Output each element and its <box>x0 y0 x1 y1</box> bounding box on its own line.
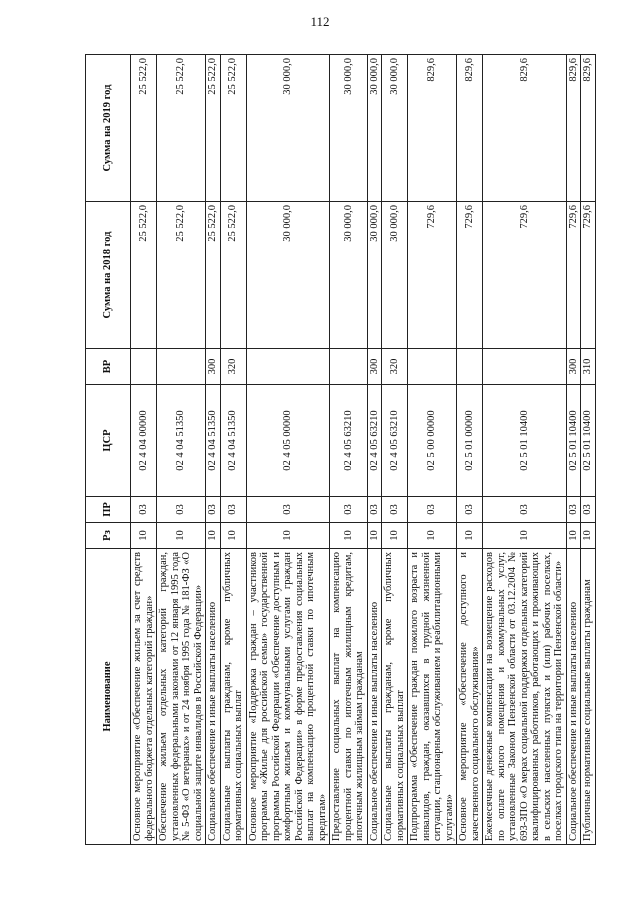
row-pr-cell: 03 <box>206 497 221 523</box>
header-pr: ПР <box>86 497 131 523</box>
row-sum-2018-cell: 25 522,0 <box>206 202 221 349</box>
row-rz-cell: 10 <box>367 523 382 549</box>
row-rz-cell: 10 <box>246 523 330 549</box>
header-csr: ЦСР <box>86 385 131 497</box>
row-rz-cell: 10 <box>157 523 206 549</box>
row-rz-cell: 10 <box>408 523 457 549</box>
row-csr-cell: 02 5 01 00000 <box>457 385 483 497</box>
table-row <box>330 55 368 845</box>
row-name-cell: Социальные выплаты гражданам, кроме публичных нормативных социальных выплат <box>220 549 246 845</box>
row-sum-2019-cell: 30 000,0 <box>246 55 330 202</box>
row-vr-cell: 320 <box>220 349 246 385</box>
row-rz-cell: 10 <box>457 523 483 549</box>
row-vr-cell <box>131 349 157 385</box>
row-sum-2019-cell: 829,6 <box>483 55 567 202</box>
table-row <box>206 55 221 845</box>
row-rz-cell: 10 <box>566 523 581 549</box>
row-sum-2018-cell: 25 522,0 <box>220 202 246 349</box>
row-csr-cell: 02 5 01 10400 <box>581 385 596 497</box>
table-row <box>483 55 567 845</box>
row-rz-cell: 10 <box>220 523 246 549</box>
row-sum-2019-cell: 25 522,0 <box>220 55 246 202</box>
row-name-cell: Социальные выплаты гражданам, кроме публичных нормативных социальных выплат <box>382 549 408 845</box>
row-sum-2018-cell: 30 000,0 <box>246 202 330 349</box>
row-vr-cell: 300 <box>566 349 581 385</box>
row-sum-2018-cell: 729,6 <box>483 202 567 349</box>
row-name-cell: Публичные нормативные социальные выплаты гражданам <box>581 549 596 845</box>
row-name-cell: Подпрограмма «Обеспечение граждан пожилого возраста и инвалидов, граждан, оказавшихся в трудной жизненной ситуации, стационарным обслуживанием и реабилитационными услугами» <box>408 549 457 845</box>
table-body <box>131 55 596 845</box>
row-vr-cell: 310 <box>581 349 596 385</box>
row-vr-cell <box>330 349 368 385</box>
row-name-cell: Социальное обеспечение и иные выплаты населению <box>367 549 382 845</box>
row-sum-2018-cell: 729,6 <box>457 202 483 349</box>
row-vr-cell <box>408 349 457 385</box>
row-csr-cell: 02 4 04 00000 <box>131 385 157 497</box>
header-sum-2018: Сумма на 2018 год <box>86 202 131 349</box>
row-sum-2019-cell: 829,6 <box>408 55 457 202</box>
row-sum-2019-cell: 25 522,0 <box>131 55 157 202</box>
header-sum-2019: Сумма на 2019 год <box>86 55 131 202</box>
row-rz-cell: 10 <box>206 523 221 549</box>
row-vr-cell: 320 <box>382 349 408 385</box>
row-pr-cell: 03 <box>408 497 457 523</box>
row-rz-cell: 10 <box>382 523 408 549</box>
row-vr-cell: 300 <box>206 349 221 385</box>
table-row <box>581 55 596 845</box>
row-rz-cell: 10 <box>131 523 157 549</box>
row-name-cell: Основное мероприятие «Обеспечение жильем за счет средств федерального бюджета отдельных категорий граждан» <box>131 549 157 845</box>
row-pr-cell: 03 <box>157 497 206 523</box>
row-sum-2019-cell: 30 000,0 <box>382 55 408 202</box>
row-pr-cell: 03 <box>330 497 368 523</box>
table-row <box>382 55 408 845</box>
row-csr-cell: 02 4 04 51350 <box>220 385 246 497</box>
budget-table <box>85 54 596 845</box>
row-vr-cell: 300 <box>367 349 382 385</box>
row-name-cell: Основное мероприятие «Поддержка граждан – участников программы «Жилье для российской семьи» государственной программы Российской Федерации «Обеспечение доступным и комфортным жильем и коммунальными услугами граждан Российской Федерации» в форме предоставления социальных выплат на компенсацию процентной ставки по ипотечным кредитам» <box>246 549 330 845</box>
row-sum-2019-cell: 30 000,0 <box>367 55 382 202</box>
row-csr-cell: 02 4 04 51350 <box>157 385 206 497</box>
table-row <box>157 55 206 845</box>
row-sum-2018-cell: 729,6 <box>408 202 457 349</box>
table-row <box>566 55 581 845</box>
row-csr-cell: 02 4 05 00000 <box>246 385 330 497</box>
row-pr-cell: 03 <box>581 497 596 523</box>
row-sum-2018-cell: 30 000,0 <box>330 202 368 349</box>
table-row <box>246 55 330 845</box>
row-vr-cell <box>246 349 330 385</box>
table-row <box>457 55 483 845</box>
row-csr-cell: 02 5 00 00000 <box>408 385 457 497</box>
row-sum-2019-cell: 829,6 <box>566 55 581 202</box>
row-name-cell: Обеспечение жильем отдельных категорий граждан, установленных федеральными законами от 12 января 1995 года № 5-ФЗ «О ветеранах» и от 24 ноября 1995 года № 181-ФЗ «О социальной защите инвалидов в Российской Федерации» <box>157 549 206 845</box>
row-pr-cell: 03 <box>220 497 246 523</box>
row-sum-2018-cell: 25 522,0 <box>131 202 157 349</box>
row-name-cell: Ежемесячные денежные компенсации на возмещение расходов по оплате жилого помещения и коммунальных услуг, установленные Законом Пензенской области от 03.12.2004 № 693-ЗПО «О мерах социальной поддержки отдельных категорий квалифицированных работников, работающих и проживающих в сельских населенных пунктах и (или) рабочих поселках, поселках городского типа на территории Пензенской области» <box>483 549 567 845</box>
row-csr-cell: 02 5 01 10400 <box>483 385 567 497</box>
rotated-table-container <box>85 55 630 845</box>
row-pr-cell: 03 <box>483 497 567 523</box>
row-csr-cell: 02 4 04 51350 <box>206 385 221 497</box>
row-name-cell: Социальное обеспечение и иные выплаты населению <box>566 549 581 845</box>
row-sum-2019-cell: 30 000,0 <box>330 55 368 202</box>
row-sum-2019-cell: 25 522,0 <box>206 55 221 202</box>
row-sum-2019-cell: 829,6 <box>457 55 483 202</box>
table-row <box>131 55 157 845</box>
row-sum-2019-cell: 829,6 <box>581 55 596 202</box>
row-csr-cell: 02 4 05 63210 <box>382 385 408 497</box>
header-vr: ВР <box>86 349 131 385</box>
row-vr-cell <box>483 349 567 385</box>
row-sum-2018-cell: 729,6 <box>581 202 596 349</box>
row-rz-cell: 10 <box>581 523 596 549</box>
row-name-cell: Предоставление социальных выплат на компенсацию процентной ставки по ипотечным жилищным кредитам, ипотечным жилищным займам гражданам <box>330 549 368 845</box>
row-name-cell: Основное мероприятие «Обеспечение доступного и качественного социального обслуживания» <box>457 549 483 845</box>
row-pr-cell: 03 <box>382 497 408 523</box>
row-sum-2018-cell: 30 000,0 <box>367 202 382 349</box>
row-csr-cell: 02 5 01 10400 <box>566 385 581 497</box>
table-row <box>408 55 457 845</box>
row-name-cell: Социальное обеспечение и иные выплаты населению <box>206 549 221 845</box>
page-number: 112 <box>310 14 330 29</box>
row-pr-cell: 03 <box>246 497 330 523</box>
table-row <box>220 55 246 845</box>
row-sum-2018-cell: 30 000,0 <box>382 202 408 349</box>
row-pr-cell: 03 <box>566 497 581 523</box>
table-row <box>367 55 382 845</box>
row-rz-cell: 10 <box>330 523 368 549</box>
row-vr-cell <box>157 349 206 385</box>
row-rz-cell: 10 <box>483 523 567 549</box>
header-name: Наименование <box>86 549 131 845</box>
row-pr-cell: 03 <box>457 497 483 523</box>
row-csr-cell: 02 4 05 63210 <box>330 385 368 497</box>
row-sum-2019-cell: 25 522,0 <box>157 55 206 202</box>
row-sum-2018-cell: 25 522,0 <box>157 202 206 349</box>
row-csr-cell: 02 4 05 63210 <box>367 385 382 497</box>
row-vr-cell <box>457 349 483 385</box>
row-pr-cell: 03 <box>131 497 157 523</box>
row-sum-2018-cell: 729,6 <box>566 202 581 349</box>
header-rz: Рз <box>86 523 131 549</box>
row-pr-cell: 03 <box>367 497 382 523</box>
table-header-row <box>86 55 131 845</box>
